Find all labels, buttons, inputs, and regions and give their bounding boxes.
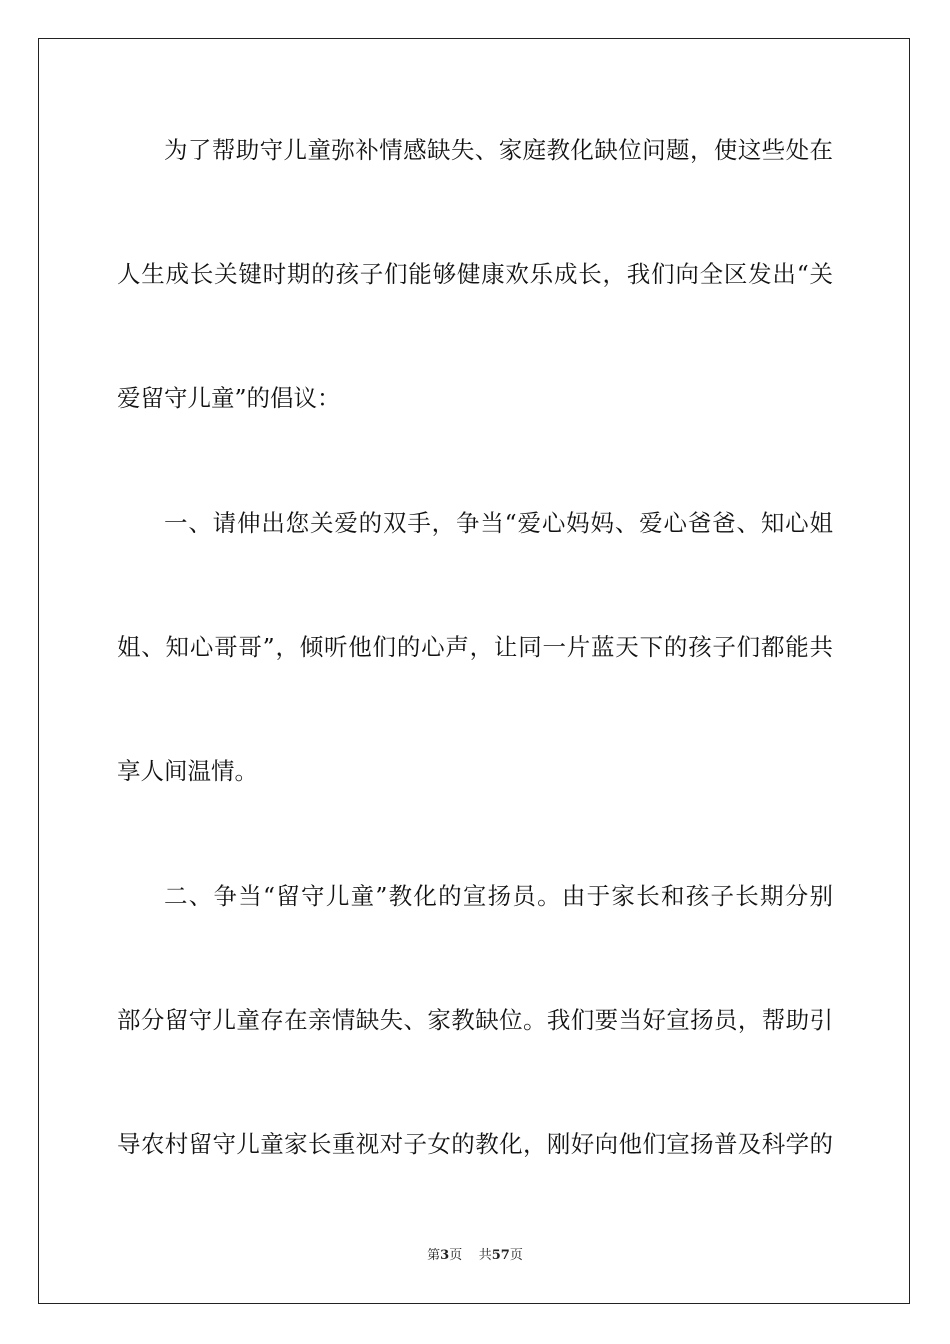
paragraph-3-line-3: 导农村留守儿童家长重视对子女的教化，刚好向他们宣扬普及科学的 <box>117 1130 833 1158</box>
page-number: 3 <box>440 1248 450 1263</box>
total-suffix: 页 <box>509 1248 523 1263</box>
page-border <box>38 38 910 1304</box>
paragraph-1-line-1: 为了帮助守儿童弥补情感缺失、家庭教化缺位问题，使这些处在 <box>164 136 833 164</box>
paragraph-2-line-1: 一、请伸出您关爱的双手，争当“爱心妈妈、爱心爸爸、知心姐 <box>164 509 833 537</box>
paragraph-2-line-3: 享人间温情。 <box>117 757 258 785</box>
paragraph-2-line-2: 姐、知心哥哥”，倾听他们的心声，让同一片蓝天下的孩子们都能共 <box>117 633 833 661</box>
paragraph-1-line-2: 人生成长关键时期的孩子们能够健康欢乐成长，我们向全区发出“关 <box>117 260 833 288</box>
page-prefix: 第 <box>427 1248 441 1263</box>
page-suffix: 页 <box>449 1248 463 1263</box>
paragraph-3-line-2: 部分留守儿童存在亲情缺失、家教缺位。我们要当好宣扬员，帮助引 <box>117 1006 833 1034</box>
paragraph-1-line-3: 爱留守儿童”的倡议： <box>117 384 341 412</box>
page-footer <box>0 1247 950 1265</box>
paragraph-3-line-1: 二、争当“留守儿童”教化的宣扬员。由于家长和孩子长期分别 <box>164 882 833 910</box>
total-prefix: 共 <box>478 1248 492 1263</box>
total-pages: 57 <box>491 1248 510 1263</box>
